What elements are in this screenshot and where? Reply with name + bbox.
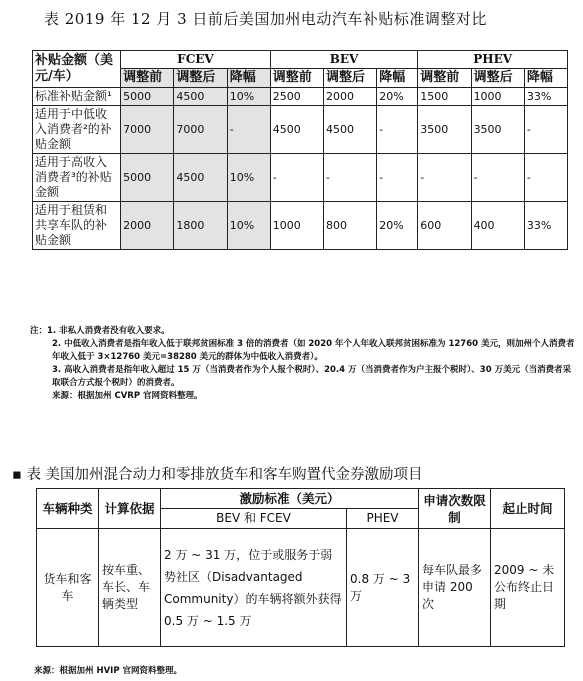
table-cell: 1000 — [471, 88, 524, 106]
table-cell: - — [524, 106, 567, 154]
table1-title: 表 2019 年 12 月 3 日前后美国加州电动汽车补贴标准调整对比 — [44, 10, 487, 28]
table2-header-row — [37, 489, 565, 509]
table-row — [33, 154, 568, 202]
table-cell: 4500 — [174, 154, 227, 202]
table-cell: 1000 — [270, 202, 323, 250]
table-cell: 3500 — [471, 106, 524, 154]
subheader: 降幅 — [377, 69, 418, 88]
table-cell: 600 — [418, 202, 471, 250]
table2-title: 表 美国加州混合动力和零排放货车和客车购置代金券激励项目 — [26, 467, 423, 483]
header-limit: 申请次数限制 — [419, 489, 491, 529]
table-cell: - — [227, 106, 270, 154]
note-2: 2. 中低收入消费者是指年收入低于联邦贫困标准 3 倍的消费者（如 2020 年个人年收入联邦贫困标准为 12760 美元，则加州个人消费者年收入低于 3×12760 美元=38280 美元的群体为中低收入消费者）。 — [52, 339, 575, 362]
header-period: 起止时间 — [491, 489, 565, 529]
subheader: 降幅 — [524, 69, 567, 88]
table-cell: 7000 — [174, 106, 227, 154]
table-row — [33, 106, 568, 154]
table-row — [37, 529, 565, 647]
table-cell: 33% — [524, 202, 567, 250]
group-header-fcev: FCEV — [121, 51, 271, 69]
table-cell: - — [270, 154, 323, 202]
table-cell: 4500 — [174, 88, 227, 106]
table-cell: - — [524, 154, 567, 202]
table-cell: 5000 — [121, 88, 174, 106]
subheader: 调整前 — [121, 69, 174, 88]
subheader: 调整前 — [270, 69, 323, 88]
subheader: 降幅 — [227, 69, 270, 88]
subsidy-comparison-table — [32, 50, 568, 250]
table-cell: 4500 — [324, 106, 377, 154]
row-label: 标准补贴金额¹ — [33, 88, 121, 106]
table-cell: 10% — [227, 154, 270, 202]
row-label: 适用于高收入消费者³的补贴金额 — [33, 154, 121, 202]
table-cell: 10% — [227, 88, 270, 106]
cell-limit: 每车队最多申请 200 次 — [419, 529, 491, 647]
cell-vehicle-type: 货车和客车 — [37, 529, 99, 647]
table-cell: 4500 — [270, 106, 323, 154]
row-label: 适用于租赁和共享车队的补贴金额 — [33, 202, 121, 250]
table1-source: 来源：根据加州 CVRP 官网资料整理。 — [52, 391, 203, 401]
table-cell: 1800 — [174, 202, 227, 250]
table2-title-line — [12, 463, 572, 484]
header-vehicle-type: 车辆种类 — [37, 489, 99, 529]
cell-basis: 按车重、车长、车辆类型 — [99, 529, 161, 647]
subheader: 调整后 — [471, 69, 524, 88]
table-cell: 7000 — [121, 106, 174, 154]
table-cell: 20% — [377, 202, 418, 250]
table-cell: 1500 — [418, 88, 471, 106]
cell-bev-fcev: 2 万 ~ 31 万，位于或服务于弱势社区（Disadvantaged Community）的车辆将额外获得 0.5 万 ~ 1.5 万 — [161, 529, 347, 647]
table-cell: 20% — [377, 88, 418, 106]
table-cell: - — [471, 154, 524, 202]
table-cell: - — [377, 154, 418, 202]
bullet-icon: ▪ — [12, 467, 22, 483]
hvip-voucher-table — [36, 488, 565, 647]
row-header: 补贴金额（美元/车） — [33, 51, 121, 88]
table-cell: 10% — [227, 202, 270, 250]
table2-source: 来源：根据加州 HVIP 官网资料整理。 — [34, 666, 183, 676]
note-1: 注：1. 非私人消费者没有收入要求。 — [30, 326, 170, 336]
table-cell: - — [377, 106, 418, 154]
subheader: 调整后 — [324, 69, 377, 88]
subheader-phev: PHEV — [347, 509, 419, 529]
table-cell: 5000 — [121, 154, 174, 202]
header-basis: 计算依据 — [99, 489, 161, 529]
header-incentive: 激励标准（美元） — [161, 489, 419, 509]
table-cell: - — [324, 154, 377, 202]
group-header-phev: PHEV — [418, 51, 568, 69]
subheader: 调整后 — [174, 69, 227, 88]
row-label: 适用于中低收入消费者²的补贴金额 — [33, 106, 121, 154]
group-header-bev: BEV — [270, 51, 418, 69]
table-cell: 400 — [471, 202, 524, 250]
table-cell: - — [418, 154, 471, 202]
subheader-bev-fcev: BEV 和 FCEV — [161, 509, 347, 529]
table1-group-row — [33, 51, 568, 69]
table-cell: 3500 — [418, 106, 471, 154]
table-cell: 2000 — [121, 202, 174, 250]
cell-period: 2009 ~ 未公布终止日期 — [491, 529, 565, 647]
table-cell: 2500 — [270, 88, 323, 106]
table-cell: 33% — [524, 88, 567, 106]
table-cell: 800 — [324, 202, 377, 250]
table-cell: 2000 — [324, 88, 377, 106]
table1-notes — [30, 325, 575, 403]
subheader: 调整前 — [418, 69, 471, 88]
note-3: 3. 高收入消费者是指年收入超过 15 万（当消费者作为个人报个税时）、20.4 万（当消费者作为户主报个税时）、30 万美元（当消费者采取联合方式报个税时）的消费者。 — [52, 365, 572, 388]
table-row — [33, 202, 568, 250]
table-row — [33, 88, 568, 106]
cell-phev: 0.8 万 ~ 3 万 — [347, 529, 419, 647]
